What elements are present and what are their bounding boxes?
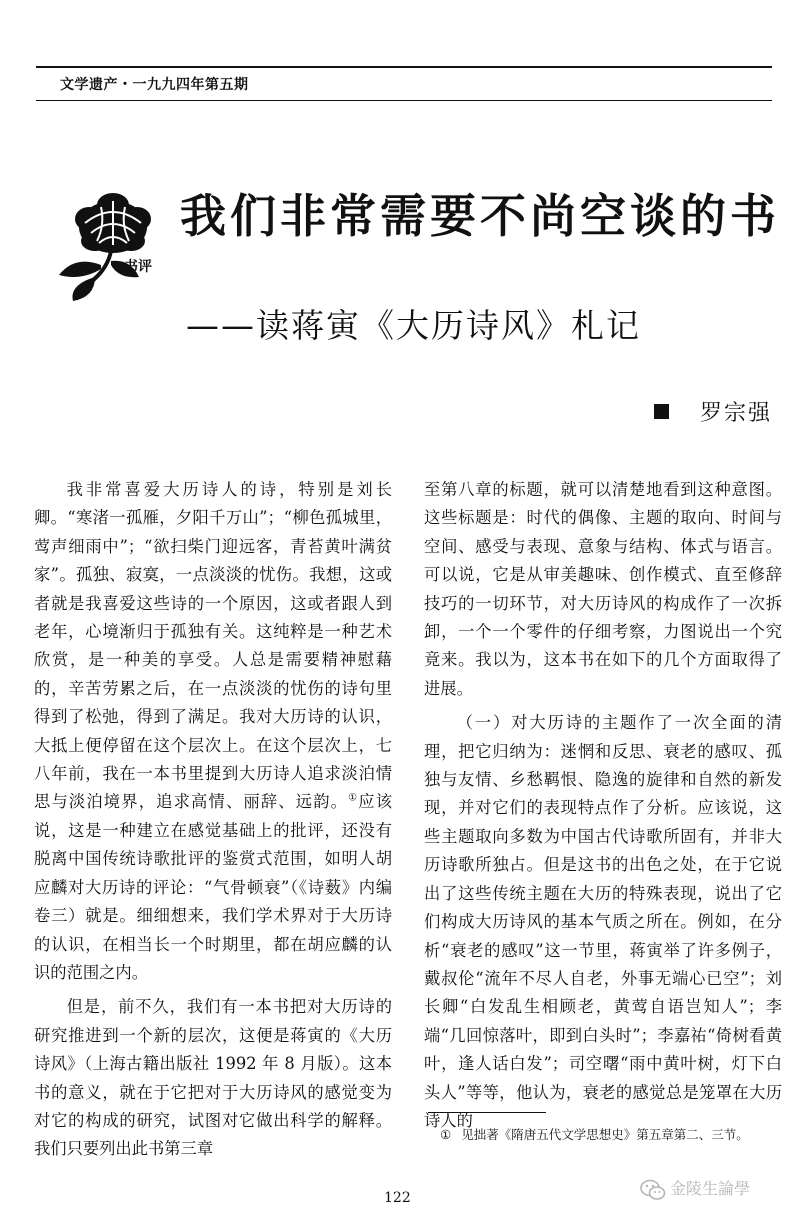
- body-paragraph: 至第八章的标题，就可以清楚地看到这种意图。这些标题是：时代的偶像、主题的取向、时间与空间、感受与表现、意象与结构、体式与语言。可以说，它是从审美趣味、创作模式、直至修辞技巧的一切环节，对大历诗风的构成作了一次拆卸，一个一个零件的仔细考察，力图说出一个究竟来。我以为，这本书在如下的几个方面取得了进展。: [424, 480, 782, 698]
- footnote-text: 见拙著《隋唐五代文学思想史》第五章第二、三节。: [461, 1127, 749, 1142]
- body-paragraph: 但是，前不久，我们有一本书把对大历诗的研究推进到一个新的层次，这便是蒋寅的《大历诗风》（上海古籍出版社 1992 年 8 月版）。这本书的意义，就在于它把对于大历诗风的感觉变为对它的构成的研究，试图对它做出科学的解释。我们只要列出此书第三章: [34, 997, 392, 1159]
- author-square-marker: [654, 404, 669, 419]
- running-head: 文学遗产・一九九四年第五期: [60, 77, 249, 93]
- footnote-reference: ①: [348, 793, 359, 805]
- body-paragraph: 我非常喜爱大历诗人的诗，特别是刘长卿。“寒渚一孤雁，夕阳千万山”；“柳色孤城里，莺声细雨中”；“欲扫柴门迎远客，青苔黄叶满贫家”。孤独、寂寞，一点淡淡的忧伤。我想，这或者就是我喜爱这些诗的一个原因，这或者跟人到老年，心境渐归于孤独有关。这纯粹是一种艺术欣赏，是一种美的享受。人总是需要精神慰藉的，辛苦劳累之后，在一点淡淡的忧伤的诗句里得到了松弛，得到了满足。我对大历诗的认识，大抵上便停留在这个层次上。在这个层次上，七八年前，我在一本书里提到大历诗人追求淡泊情思与淡泊境界，追求高情、丽辞、远韵。①应该说，这是一种建立在感觉基础上的批评，还没有脱离中国传统诗歌批评的鉴赏式范围，如明人胡应麟对大历诗的评论：“气骨顿衰”（《诗薮》内编卷三）就是。细细想来，我们学术界对于大历诗的认识，在相当长一个时期里，都在胡应麟的认识的范围之内。: [34, 480, 392, 982]
- footnote: [440, 1124, 780, 1146]
- section-label: 书评: [124, 259, 152, 275]
- body-paragraph: （一）对大历诗的主题作了一次全面的清理，把它归纳为：迷惘和反思、衰老的感叹、孤独与友情、乡愁羁恨、隐逸的旋律和自然的新发现，并对它们的表现特点作了分析。应该说，这些主题取向多数为中国古代诗歌所固有，并非大历诗歌所独占。但是这书的出色之处，在于它说出了这些传统主题在大历的特殊表现，说出了它们构成大历诗风的基本气质之所在。例如，在分析“衰老的感叹”这一节里，蒋寅举了许多例子，戴叔伦“流年不尽人自老，外事无端心已空”；刘长卿“白发乱生相顾老，黄莺自语岂知人”；李端“几回惊落叶，即到白头时”；李嘉祐“倚树看黄叶，逢人话白发”；司空曙“雨中黄叶树，灯下白头人”等等，他认为，衰老的感觉总是笼罩在大历诗人的: [424, 713, 782, 1130]
- peony-flower-icon: [55, 185, 170, 305]
- wechat-icon: [640, 1179, 666, 1201]
- left-column: [34, 476, 392, 1164]
- watermark-text: 金陵生論學: [670, 1179, 751, 1198]
- article-title: 我们非常需要不尚空谈的书: [180, 189, 780, 243]
- watermark: [640, 1176, 750, 1201]
- header-rule: [36, 100, 772, 101]
- article-subtitle: ——读蒋寅《大历诗风》札记: [186, 306, 641, 345]
- footnote-rule: [428, 1112, 546, 1113]
- right-column: [424, 476, 782, 1135]
- footnote-number: ①: [440, 1127, 452, 1142]
- author-name: 罗宗强: [700, 401, 773, 426]
- top-rule: [36, 66, 772, 68]
- page-number: 122: [384, 1190, 411, 1206]
